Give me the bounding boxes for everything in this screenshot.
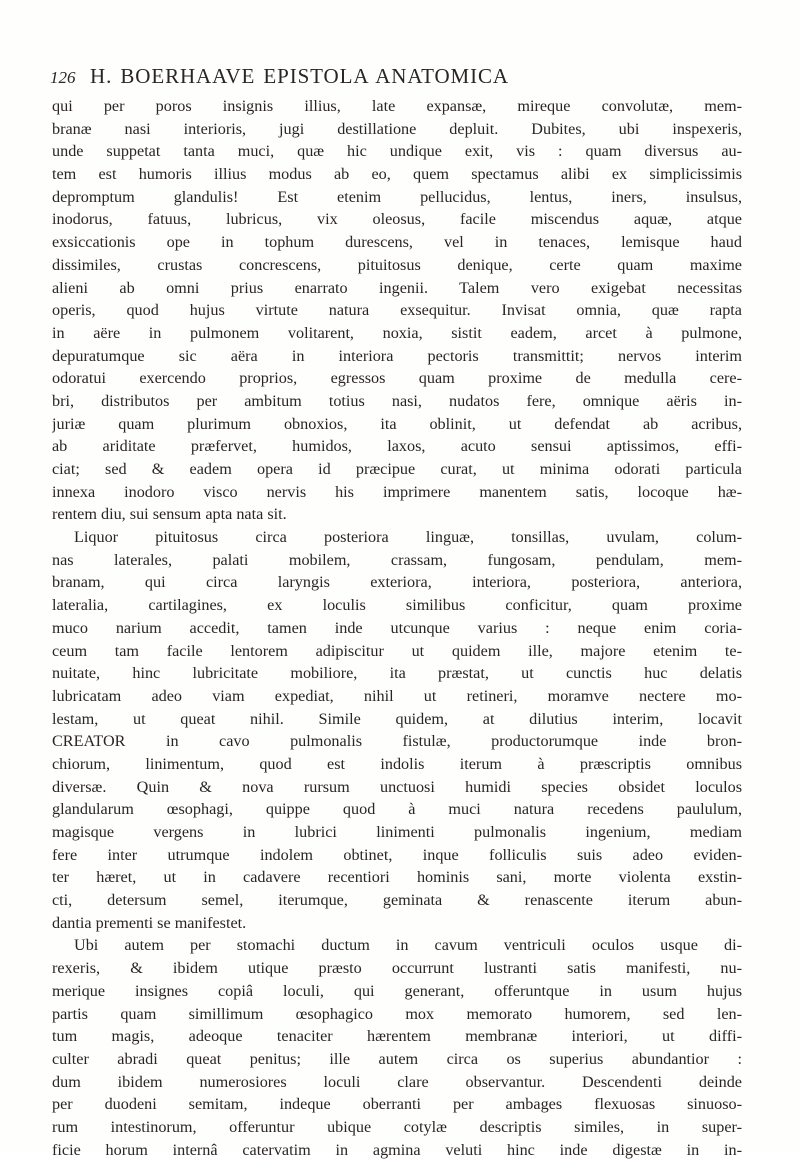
text-line: operis, quod hujus virtute natura exsequitur. Invisat omnia, quæ rapta [52,301,742,320]
text-line: lubricatam adeo viam expediat, nihil ut retineri, moramve nectere mo- [52,686,742,705]
text-line: muco narium accedit, tamen inde utcunque varius : neque enim coria- [52,618,742,637]
text-line: ter hæret, ut in cadavere recentiori hominis sani, morte violenta exstin- [52,868,742,887]
text-line: magisque vergens in lubrici linimenti pulmonalis ingenium, mediam [52,823,742,841]
text-line: nas laterales, palati mobilem, crassam, fungosam, pendulam, mem- [52,550,742,569]
text-line: in aëre in pulmonem volitarent, noxia, sistit eadem, arcet à pulmone, [52,323,742,342]
text-line: CREATOR in cavo pulmonalis fistulæ, productorumque inde bron- [52,732,742,751]
text-line: innexa inodoro visco nervis his imprimere manentem satis, locoque hæ- [52,482,742,501]
text-line: Liquor pituitosus circa posteriora linguæ, tonsillas, uvulam, colum- [74,528,742,547]
text-line: rentem diu, sui sensum apta nata sit. [52,505,287,524]
text-line: exsiccationis ope in tophum durescens, vel in tenaces, lemisque haud [52,233,742,252]
text-line: chiorum, linimentum, quod est indolis iterum à præscriptis omnibus [52,754,742,773]
text-line: dissimiles, crustas concrescens, pituitosus denique, certe quam maxime [52,255,742,274]
paragraph-stomach-intestines [52,934,742,1161]
text-line: depromptum glandulis! Est etenim pellucidus, lentus, iners, insulsus, [52,187,742,206]
text-line: ceum tam facile lentorem adipiscitur ut quidem ille, majore etenim te- [52,641,742,660]
text-line: merique insignes copiâ loculi, qui generant, offeruntque in usum hujus [52,981,742,1000]
text-line: unde suppetat tanta muci, quæ hic undique exit, vis : quam diversus au- [52,142,742,161]
text-line: branam, qui circa laryngis exteriora, interiora, posteriora, anteriora, [52,573,742,592]
text-line: partis quam simillimum œsophagico mox memorato humorem, sed len- [52,1004,742,1023]
text-line: dantia prementi se manifestet. [52,913,247,932]
text-line: ciat; sed & eadem opera id præcipue curat, ut minima odorati particula [52,460,742,478]
paragraph-nasal-mucus [52,95,742,526]
text-line: alieni ab omni prius enarrato ingenii. Talem vero exigebat necessitas [52,278,742,297]
text-line: branæ nasi interioris, jugi destillatione depluit. Dubites, ubi inspexeris, [52,119,742,138]
text-line: bri, distributos per ambitum totius nasi, nudatos fere, omnique aëris in- [52,391,742,410]
text-line: nuitate, hinc lubricitate mobiliore, ita præstat, ut cunctis huc delatis [52,664,742,683]
text-line: rexeris, & ibidem utique præsto occurrunt lustranti satis manifesti, nu- [52,959,742,978]
paragraph-pituitous-liquor [52,526,742,934]
text-line: glandularum œsophagi, quippe quod à muci natura recedens paululum, [52,800,742,819]
text-line: diversæ. Quin & nova rursum unctuosi humidi species obsidet loculos [52,777,742,796]
text-line: ab ariditate præfervet, humidos, laxos, acuto sensui aptissimos, effi- [52,437,742,456]
text-line: rum intestinorum, offeruntur ubique cotylæ descriptis similes, in super- [52,1117,742,1136]
text-line: tem est humoris illius modus ab eo, quem spectamus alibi ex simplicissimis [52,165,742,184]
text-line: ficie horum internâ catervatim in agmina veluti hinc inde digestæ in in- [52,1140,742,1159]
epistola-body-text [52,95,742,1161]
text-line: inodorus, fatuus, lubricus, vix oleosus, facile miscendus aquæ, atque [52,210,742,229]
text-line: per duodeni semitam, indeque oberranti per ambages flexuosas sinuoso- [52,1095,742,1114]
page-number: 126 [50,68,76,87]
text-line: culter abradi queat penitus; ille autem circa os superius abundantior : [52,1049,742,1068]
running-head-title: H. BOERHAAVE EPISTOLA ANATOMICA [90,64,509,88]
text-line: dum ibidem numerosiores loculi clare observantur. Descendenti deinde [52,1072,742,1091]
text-line: odoratui exercendo proprios, egressos quam proxime de medulla cere- [52,369,742,388]
text-line: lateralia, cartilagines, ex loculis similibus conficitur, quam proxime [52,596,742,615]
text-line: cti, detersum semel, iterumque, geminata & renascente iterum abun- [52,891,742,910]
text-line: Ubi autem per stomachi ductum in cavum ventriculi oculos usque di- [74,936,742,955]
text-line: juriæ quam plurimum obnoxios, ita oblinit, ut defendat ab acribus, [52,414,742,433]
text-line: tum magis, adeoque tenaciter hærentem membranæ interiori, ut diffi- [52,1027,742,1046]
running-head [50,64,740,92]
text-line: qui per poros insignis illius, late expansæ, mireque convolutæ, mem- [52,97,742,115]
text-line: depuratumque sic aëra in interiora pectoris transmittit; nervos interim [52,346,742,365]
text-line: fere inter utrumque indolem obtinet, inque folliculis suis adeo eviden- [52,845,742,864]
text-line: lestam, ut queat nihil. Simile quidem, at dilutius interim, locavit [52,709,742,728]
